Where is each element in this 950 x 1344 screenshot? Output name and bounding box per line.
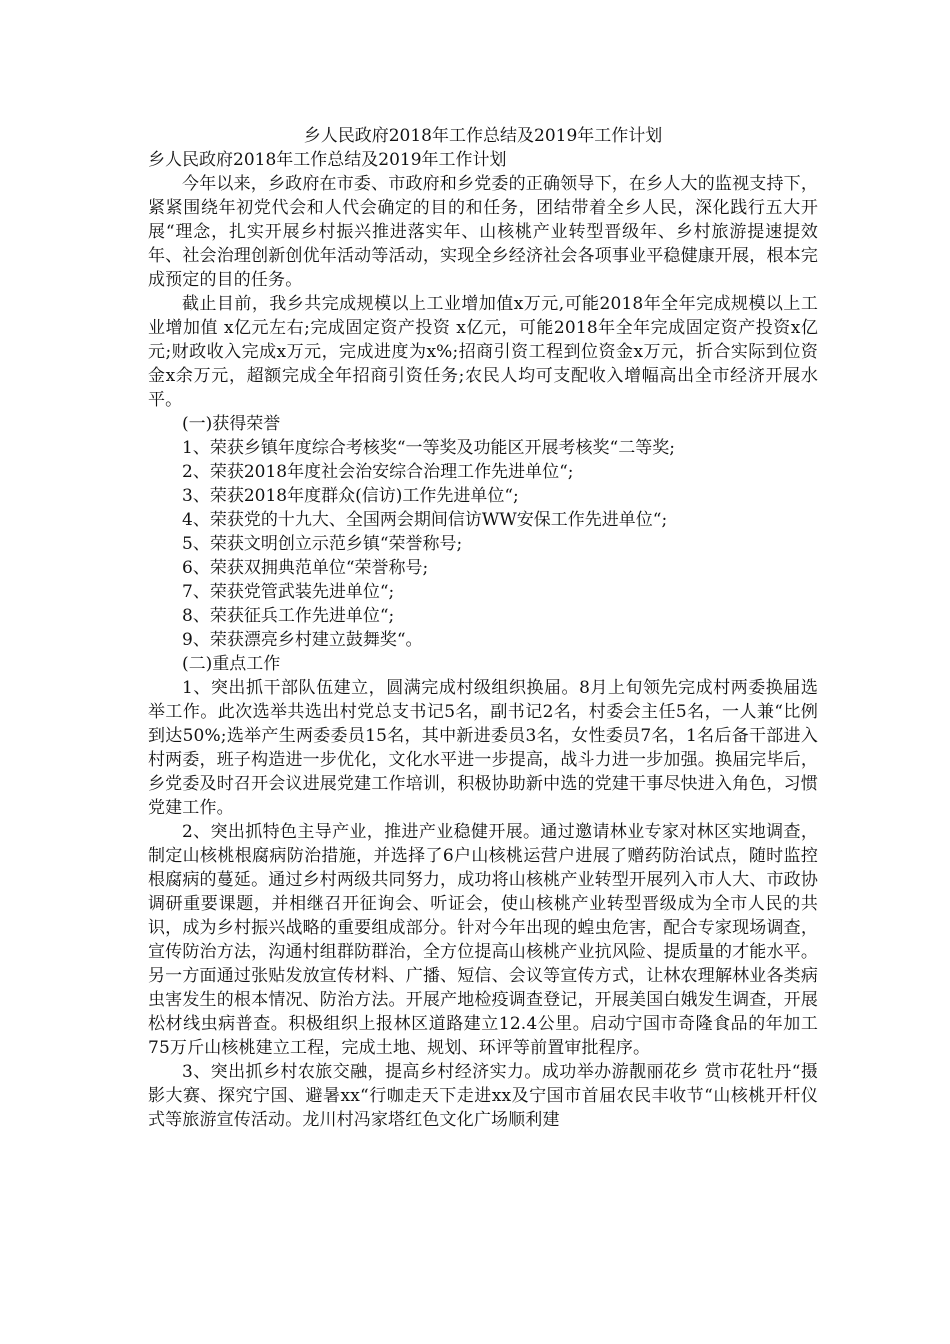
honor-item: 1、荣获乡镇年度综合考核奖“一等奖及功能区开展考核奖“二等奖;: [182, 438, 675, 458]
honor-item: 2、荣获2018年度社会治安综合治理工作先进单位“;: [182, 462, 574, 482]
document-subtitle: 乡人民政府2018年工作总结及2019年工作计划: [148, 150, 507, 170]
key-work-heading: (二)重点工作: [182, 654, 281, 674]
honor-item: 9、荣获漂亮乡村建立鼓舞奖“。: [182, 630, 423, 650]
document-page: [148, 124, 818, 1132]
honor-item: 4、荣获党的十九大、全国两会期间信访WW安保工作先进单位“;: [182, 510, 668, 530]
honor-item: 3、荣获2018年度群众(信访)工作先进单位“;: [182, 486, 519, 506]
honor-item: 7、荣获党管武装先进单位“;: [182, 582, 395, 602]
honors-heading: (一)获得荣誉: [182, 414, 281, 434]
key-work-paragraph: 3、突出抓乡村农旅交融，提高乡村经济实力。成功举办游靓丽花乡 赏市花牡丹“摄影大赛、探究宁国、避暑xx“行咖走天下走进xx及宁国市首届农民丰收节“山核桃开杆仪式等旅游宣传活动。龙川村冯家塔红色文化广场顺利建: [148, 1062, 818, 1130]
honor-item: 8、荣获征兵工作先进单位“;: [182, 606, 395, 626]
honor-item: 6、荣获双拥典范单位“荣誉称号;: [182, 558, 429, 578]
intro-paragraph: 今年以来，乡政府在市委、市政府和乡党委的正确领导下，在乡人大的监视支持下，紧紧围绕年初党代会和人代会确定的目的和任务，团结带着全乡人民，深化践行五大开展“理念，扎实开展乡村振兴推进落实年、山核桃产业转型晋级年、乡村旅游提速提效年、社会治理创新创优年活动等活动，实现全乡经济社会各项事业平稳健康开展，根本完成预定的目的任务。: [148, 174, 818, 290]
key-work-paragraph: 1、突出抓干部队伍建立，圆满完成村级组织换届。8月上旬领先完成村两委换届选举工作。此次选举共选出村党总支书记5名，副书记2名，村委会主任5名，一人兼“比例到达50%;选举产生两委委员15名，其中新进委员3名，女性委员7名，1名后备干部进入村两委，班子构造进一步优化，文化水平进一步提高，战斗力进一步加强。换届完毕后，乡党委及时召开会议进展党建工作培训，积极协助新中选的党建干事尽快进入角色，习惯党建工作。: [148, 678, 818, 818]
key-work-paragraph: 2、突出抓特色主导产业，推进产业稳健开展。通过邀请林业专家对林区实地调查，制定山核桃根腐病防治措施，并选择了6户山核桃运营户进展了赠药防治试点，随时监控根腐病的蔓延。通过乡村两级共同努力，成功将山核桃产业转型开展列入市人大、市政协调研重要课题，并相继召开征询会、听证会，使山核桃产业转型晋级成为全市人民的共识，成为乡村振兴战略的重要组成部分。针对今年出现的蝗虫危害，配合专家现场调查，宣传防治方法，沟通村组群防群治，全方位提高山核桃产业抗风险、提质量的才能水平。另一方面通过张贴发放宣传材料、广播、短信、会议等宣传方式，让林农理解林业各类病虫害发生的根本情况、防治方法。开展产地检疫调查登记，开展美国白娥发生调查，开展松材线虫病普查。积极组织上报林区道路建立12.4公里。启动宁国市奇隆食品的年加工75万斤山核桃建立工程，完成土地、规划、环评等前置审批程序。: [148, 822, 818, 1058]
honor-item: 5、荣获文明创立示范乡镇“荣誉称号;: [182, 534, 463, 554]
summary-paragraph: 截止目前，我乡共完成规模以上工业增加值x万元,可能2018年全年完成规模以上工业增加值 x亿元左右;完成固定资产投资 x亿元，可能2018年全年完成固定资产投资x亿元;财政收入完成x万元，完成进度为x%;招商引资工程到位资金x万元，折合实际到位资金x余万元，超额完成全年招商引资任务;农民人均可支配收入增幅高出全市经济开展水平。: [148, 294, 818, 410]
document-title: 乡人民政府2018年工作总结及2019年工作计划: [303, 126, 663, 146]
